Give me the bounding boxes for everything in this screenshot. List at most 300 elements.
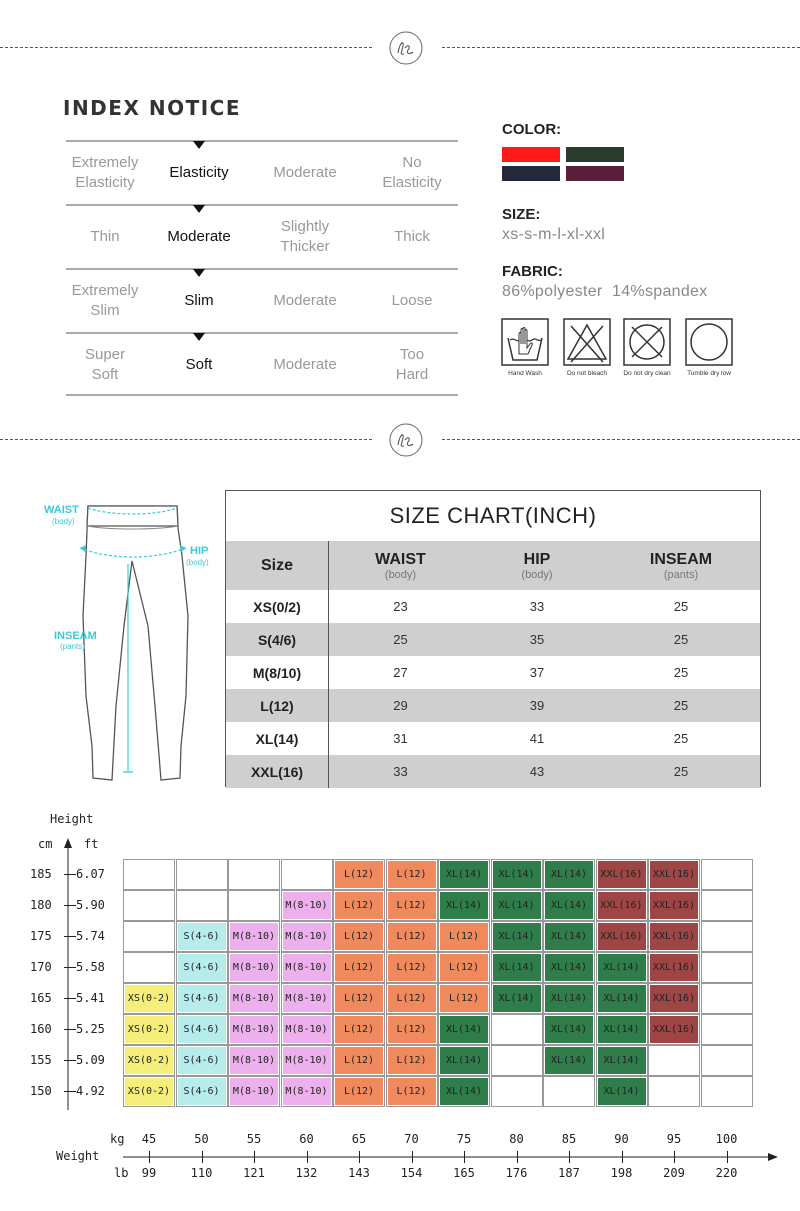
weight-tick-mark [569, 1151, 570, 1163]
size-recommendation: L(12) [388, 892, 436, 919]
grid-cell [596, 1014, 648, 1045]
weight-lb-tick: 198 [610, 1166, 633, 1180]
weight-kg-tick: 90 [614, 1132, 629, 1146]
grid-cell [281, 921, 333, 952]
grid-cell [228, 859, 280, 890]
measure-cell: 23 [393, 599, 408, 614]
size-recommendation: XL(14) [493, 861, 541, 888]
height-tick-mark [64, 967, 76, 968]
size-name-cell: S(4/6) [257, 631, 297, 648]
height-axis-label: Height [50, 812, 94, 826]
grid-cell [176, 890, 228, 921]
grid-cell [228, 952, 280, 983]
grid-cell [596, 890, 648, 921]
height-cm-tick: 160 [30, 1022, 52, 1036]
weight-kg-tick: 60 [299, 1132, 314, 1146]
weight-kg-tick: 65 [351, 1132, 367, 1146]
weight-tick-mark [517, 1151, 518, 1163]
size-recommendation: L(12) [335, 1016, 383, 1043]
size-recommendation: L(12) [335, 861, 383, 888]
grid-cell [491, 859, 543, 890]
size-recommendation: L(12) [335, 1078, 383, 1105]
index-row [66, 140, 458, 204]
grid-cell [438, 1076, 490, 1107]
grid-cell [701, 983, 753, 1014]
index-cell: Moderate [273, 292, 337, 309]
size-recommendation: XL(14) [493, 954, 541, 981]
weight-kg-tick: 80 [509, 1132, 524, 1146]
size-recommendation: XL(14) [440, 861, 488, 888]
grid-cell [596, 1076, 648, 1107]
do-not-dry-clean-icon [623, 318, 671, 366]
hip-guide-label: HIP [190, 545, 209, 557]
size-recommendation: L(12) [335, 923, 383, 950]
size-recommendation: L(12) [388, 861, 436, 888]
size-recommendation: XL(14) [440, 1016, 488, 1043]
size-recommendation: S(4-6) [178, 985, 226, 1012]
weight-lb-tick: 121 [243, 1166, 265, 1180]
index-notice-table [66, 140, 458, 396]
selected-marker-icon [193, 141, 205, 149]
grid-cell [543, 983, 595, 1014]
index-cell: Moderate [273, 164, 337, 181]
size-recommendation: XXL(16) [598, 892, 646, 919]
table-row [226, 689, 760, 722]
index-cell: Thick [394, 228, 430, 245]
size-recommendation: L(12) [440, 985, 488, 1012]
index-cell: Extremely Elasticity [71, 154, 139, 191]
hip-guide-sub: (body) [186, 558, 209, 567]
grid-cell [123, 1076, 175, 1107]
height-cm-tick: 170 [30, 960, 52, 974]
grid-cell [176, 921, 228, 952]
size-recommendation: L(12) [388, 923, 436, 950]
size-recommendation: XXL(16) [598, 861, 646, 888]
size-recommendation: M(8-10) [230, 1047, 278, 1074]
table-row [226, 755, 760, 788]
size-chart-title: SIZE CHART(INCH) [389, 503, 597, 528]
weight-lb-tick: 209 [663, 1166, 685, 1180]
measure-cell: 25 [673, 665, 689, 680]
height-ft-tick: 5.90 [76, 898, 105, 912]
measure-cell: 31 [393, 731, 408, 746]
grid-cell [491, 1076, 543, 1107]
header-main-text: INSEAM [649, 550, 713, 568]
index-cell: Moderate [273, 356, 337, 373]
table-row [226, 623, 760, 656]
color-swatch-red [502, 147, 560, 162]
color-swatch-dark-green [566, 147, 624, 162]
size-recommendation: XL(14) [545, 985, 593, 1012]
grid-cell [386, 1076, 438, 1107]
weight-lb-tick: 154 [400, 1166, 423, 1180]
size-recommendation: M(8-10) [230, 1078, 278, 1105]
header-sub-text: (pants) [663, 568, 699, 581]
grid-cell [281, 859, 333, 890]
size-recommendation: M(8-10) [230, 954, 278, 981]
size-chart-header-cell [473, 541, 601, 590]
size-recommendation: XL(14) [598, 1078, 646, 1105]
grid-cell [648, 1045, 700, 1076]
weight-lb-tick: 220 [715, 1166, 738, 1180]
brand-logo-icon [386, 420, 426, 460]
grid-cell [333, 921, 385, 952]
weight-kg-tick: 95 [666, 1132, 682, 1146]
size-recommendation: XL(14) [545, 861, 593, 888]
measure-cell: 33 [529, 599, 545, 614]
measure-cell: 25 [673, 632, 689, 647]
grid-cell [648, 952, 700, 983]
weight-tick-mark [412, 1151, 413, 1163]
grid-cell [123, 983, 175, 1014]
grid-cell [701, 1014, 753, 1045]
grid-cell [123, 1045, 175, 1076]
weight-lb-tick: 187 [558, 1166, 580, 1180]
size-recommendation: L(12) [335, 1047, 383, 1074]
index-cell: Super Soft [84, 346, 126, 383]
grid-cell [228, 1014, 280, 1045]
index-cell-selected: Elasticity [169, 164, 229, 181]
grid-cell [438, 1045, 490, 1076]
header-main-text: WAIST [375, 550, 426, 568]
grid-cell [176, 1014, 228, 1045]
grid-cell [281, 952, 333, 983]
weight-tick-mark [464, 1151, 465, 1163]
size-recommendation: M(8-10) [230, 923, 278, 950]
lb-unit-label: lb [114, 1166, 129, 1180]
size-name-cell: XS(0/2) [253, 598, 301, 615]
grid-cell [438, 859, 490, 890]
table-row [226, 590, 760, 623]
leggings-measure-illustration [40, 496, 230, 796]
header-main-text: Size [260, 556, 293, 574]
grid-cell [176, 859, 228, 890]
weight-axis-label: Weight [56, 1149, 100, 1163]
height-tick-mark [64, 1091, 76, 1092]
measure-cell: 35 [529, 632, 545, 647]
color-swatch-navy [502, 166, 560, 181]
grid-cell [596, 1045, 648, 1076]
weight-lb-tick: 99 [141, 1166, 157, 1180]
height-ft-tick: 6.07 [76, 867, 105, 881]
grid-cell [701, 1045, 753, 1076]
grid-cell [386, 983, 438, 1014]
size-recommendation: XL(14) [545, 923, 593, 950]
header-sub-text: (body) [521, 568, 553, 581]
grid-cell [701, 890, 753, 921]
brand-logo-icon [386, 28, 426, 68]
grid-cell [228, 890, 280, 921]
care-label-tumble-dry: Tumble dry low [687, 370, 731, 377]
grid-cell [123, 952, 175, 983]
weight-kg-tick: 85 [561, 1132, 577, 1146]
grid-cell [386, 1045, 438, 1076]
size-chart-header-cell [226, 541, 328, 590]
height-ft-tick: 5.74 [76, 929, 105, 943]
table-row [226, 656, 760, 689]
size-recommendation: XL(14) [440, 1078, 488, 1105]
care-label-no-bleach: Do not bleach [566, 370, 608, 377]
measure-cell: 43 [529, 764, 545, 779]
weight-kg-tick: 50 [194, 1132, 209, 1146]
index-cell-selected: Moderate [167, 228, 231, 245]
grid-cell [281, 1014, 333, 1045]
size-recommendation: XL(14) [598, 954, 646, 981]
size-recommendation: XXL(16) [598, 923, 646, 950]
size-recommendation: XS(0-2) [125, 985, 173, 1012]
grid-cell [123, 890, 175, 921]
size-recommendation: XXL(16) [650, 985, 698, 1012]
height-cm-tick: 150 [30, 1084, 52, 1098]
weight-tick-mark [202, 1151, 203, 1163]
size-recommendation: S(4-6) [178, 1016, 226, 1043]
tumble-dry-low-icon [685, 318, 733, 366]
weight-tick-mark [307, 1151, 308, 1163]
grid-cell [701, 859, 753, 890]
weight-lb-tick: 132 [295, 1166, 318, 1180]
care-label-no-dry-clean: Do not dry clean [623, 370, 671, 377]
grid-cell [596, 983, 648, 1014]
height-ft-tick: 5.41 [76, 991, 105, 1005]
size-recommendation: XL(14) [545, 1047, 593, 1074]
index-row [66, 332, 458, 396]
grid-cell [333, 1045, 385, 1076]
grid-cell [281, 1076, 333, 1107]
size-recommendation: M(8-10) [283, 1078, 331, 1105]
size-recommendation: XL(14) [440, 892, 488, 919]
weight-lb-tick: 110 [190, 1166, 213, 1180]
selected-marker-icon [193, 205, 205, 213]
selected-marker-icon [193, 333, 205, 341]
weight-lb-tick: 165 [453, 1166, 475, 1180]
grid-cell [543, 1045, 595, 1076]
grid-cell [543, 1014, 595, 1045]
size-name-cell: XXL(16) [250, 763, 304, 780]
size-recommendation: XL(14) [545, 954, 593, 981]
size-recommendation: XL(14) [493, 892, 541, 919]
size-chart-divider [328, 541, 329, 788]
height-tick-mark [64, 936, 76, 937]
height-ft-tick: 5.58 [76, 960, 105, 974]
top-divider [0, 36, 800, 60]
grid-cell [543, 859, 595, 890]
weight-tick-mark [149, 1151, 150, 1163]
weight-kg-tick: 100 [715, 1132, 738, 1146]
grid-cell [281, 1045, 333, 1076]
grid-cell [543, 952, 595, 983]
grid-cell [543, 1076, 595, 1107]
measure-cell: 41 [529, 731, 545, 746]
index-cell: Too Hard [395, 346, 429, 383]
grid-cell [281, 890, 333, 921]
size-chart-table [225, 490, 761, 787]
size-recommendation: XL(14) [545, 892, 593, 919]
grid-cell [176, 1076, 228, 1107]
index-cell: Extremely Slim [71, 282, 139, 319]
header-sub-text: (body) [384, 568, 417, 581]
height-cm-tick: 175 [30, 929, 52, 943]
index-row [66, 268, 458, 332]
grid-cell [438, 983, 490, 1014]
size-recommendation: XS(0-2) [125, 1047, 173, 1074]
index-cell-selected: Slim [184, 292, 214, 309]
cm-unit-label: cm [38, 837, 53, 851]
grid-cell [386, 952, 438, 983]
care-label-hand-wash: Hand Wash [508, 370, 542, 377]
grid-cell [228, 1076, 280, 1107]
grid-cell [438, 890, 490, 921]
size-recommendation: XL(14) [493, 923, 541, 950]
size-recommendation: S(4-6) [178, 954, 226, 981]
size-recommendation: M(8-10) [283, 892, 331, 919]
grid-cell [228, 921, 280, 952]
size-chart-header-cell [601, 541, 761, 590]
height-tick-mark [64, 874, 76, 875]
size-recommendation: M(8-10) [230, 1016, 278, 1043]
weight-tick-mark [727, 1151, 728, 1163]
size-label: SIZE: [502, 206, 541, 223]
size-recommendation: XXL(16) [650, 954, 698, 981]
inseam-guide-sub: (pants) [60, 642, 85, 651]
weight-tick-mark [254, 1151, 255, 1163]
size-recommendation: L(12) [440, 954, 488, 981]
size-chart-header-cell [328, 541, 473, 590]
size-recommendation: M(8-10) [283, 1016, 331, 1043]
index-cell: Thin [90, 228, 120, 245]
size-recommendation: XL(14) [545, 1016, 593, 1043]
size-recommendation: L(12) [335, 954, 383, 981]
do-not-bleach-icon [563, 318, 611, 366]
weight-tick-mark [674, 1151, 675, 1163]
grid-cell [438, 921, 490, 952]
grid-cell [228, 1045, 280, 1076]
height-cm-tick: 165 [30, 991, 52, 1005]
color-label: COLOR: [502, 121, 562, 138]
size-recommendation: XXL(16) [650, 861, 698, 888]
waist-guide-sub: (body) [52, 517, 75, 526]
size-recommendation: XXL(16) [650, 1016, 698, 1043]
height-tick-mark [64, 905, 76, 906]
size-value: xs-s-m-l-xl-xxl [502, 226, 606, 243]
fabric-label: FABRIC: [502, 263, 563, 280]
grid-cell [596, 921, 648, 952]
height-cm-tick: 180 [30, 898, 52, 912]
size-recommendation: XL(14) [440, 1047, 488, 1074]
grid-cell [176, 1045, 228, 1076]
measure-cell: 37 [529, 665, 545, 680]
size-recommendation: L(12) [335, 985, 383, 1012]
size-recommendation: L(12) [388, 1078, 436, 1105]
grid-cell [648, 983, 700, 1014]
grid-cell [491, 1045, 543, 1076]
size-name-cell: L(12) [260, 697, 294, 714]
fabric-value: 86%polyester 14%spandex [502, 283, 708, 300]
grid-cell [176, 952, 228, 983]
size-recommendation: XXL(16) [650, 923, 698, 950]
measure-cell: 39 [529, 698, 545, 713]
height-ft-tick: 4.92 [76, 1084, 105, 1098]
size-recommendation: L(12) [335, 892, 383, 919]
weight-tick-mark [622, 1151, 623, 1163]
grid-cell [123, 1014, 175, 1045]
grid-cell [386, 1014, 438, 1045]
grid-cell [491, 921, 543, 952]
grid-cell [596, 859, 648, 890]
size-recommendation: XL(14) [598, 1016, 646, 1043]
index-cell: Loose [391, 292, 433, 309]
size-recommendation: S(4-6) [178, 1047, 226, 1074]
waist-guide-label: WAIST [44, 504, 79, 516]
size-recommendation: S(4-6) [178, 1078, 226, 1105]
measure-cell: 25 [673, 731, 689, 746]
size-recommendation: XS(0-2) [125, 1016, 173, 1043]
size-recommendation: S(4-6) [178, 923, 226, 950]
grid-cell [648, 921, 700, 952]
size-recommendation: XL(14) [598, 1047, 646, 1074]
middle-divider [0, 428, 800, 452]
grid-cell [386, 890, 438, 921]
grid-cell [228, 983, 280, 1014]
weight-kg-tick: 70 [404, 1132, 419, 1146]
grid-cell [491, 983, 543, 1014]
measure-cell: 33 [393, 764, 408, 779]
grid-cell [543, 890, 595, 921]
ft-unit-label: ft [84, 837, 99, 851]
size-chart-header [226, 541, 760, 590]
index-cell: Slightly Thicker [280, 218, 330, 255]
index-cell-selected: Soft [185, 356, 213, 373]
index-notice-title: INDEX NOTICE [63, 96, 241, 120]
table-row [226, 722, 760, 755]
grid-cell [438, 952, 490, 983]
grid-cell [333, 952, 385, 983]
height-ft-tick: 5.25 [76, 1022, 105, 1036]
size-recommendation: M(8-10) [283, 985, 331, 1012]
height-tick-mark [64, 1060, 76, 1061]
selected-marker-icon [193, 269, 205, 277]
grid-cell [596, 952, 648, 983]
size-recommendation: L(12) [388, 954, 436, 981]
grid-cell [701, 952, 753, 983]
grid-cell [333, 1076, 385, 1107]
color-swatch-wine [566, 166, 624, 181]
size-recommendation: L(12) [388, 1047, 436, 1074]
measure-cell: 25 [393, 632, 408, 647]
size-recommendation: M(8-10) [230, 985, 278, 1012]
grid-cell [281, 983, 333, 1014]
size-name-cell: XL(14) [255, 730, 299, 747]
weight-kg-tick: 55 [246, 1132, 262, 1146]
grid-cell [386, 859, 438, 890]
weight-kg-tick: 75 [456, 1132, 472, 1146]
size-recommendation: L(12) [388, 985, 436, 1012]
grid-cell [701, 921, 753, 952]
height-cm-tick: 155 [30, 1053, 52, 1067]
grid-cell [648, 890, 700, 921]
size-recommendation: XXL(16) [650, 892, 698, 919]
measure-cell: 27 [393, 665, 408, 680]
size-name-cell: M(8/10) [252, 664, 302, 681]
weight-kg-tick: 45 [141, 1132, 157, 1146]
size-recommendation: M(8-10) [283, 954, 331, 981]
grid-cell [333, 983, 385, 1014]
height-tick-mark [64, 1029, 76, 1030]
grid-cell [701, 1076, 753, 1107]
grid-cell [123, 859, 175, 890]
grid-cell [491, 1014, 543, 1045]
weight-lb-tick: 176 [505, 1166, 528, 1180]
grid-cell [438, 1014, 490, 1045]
